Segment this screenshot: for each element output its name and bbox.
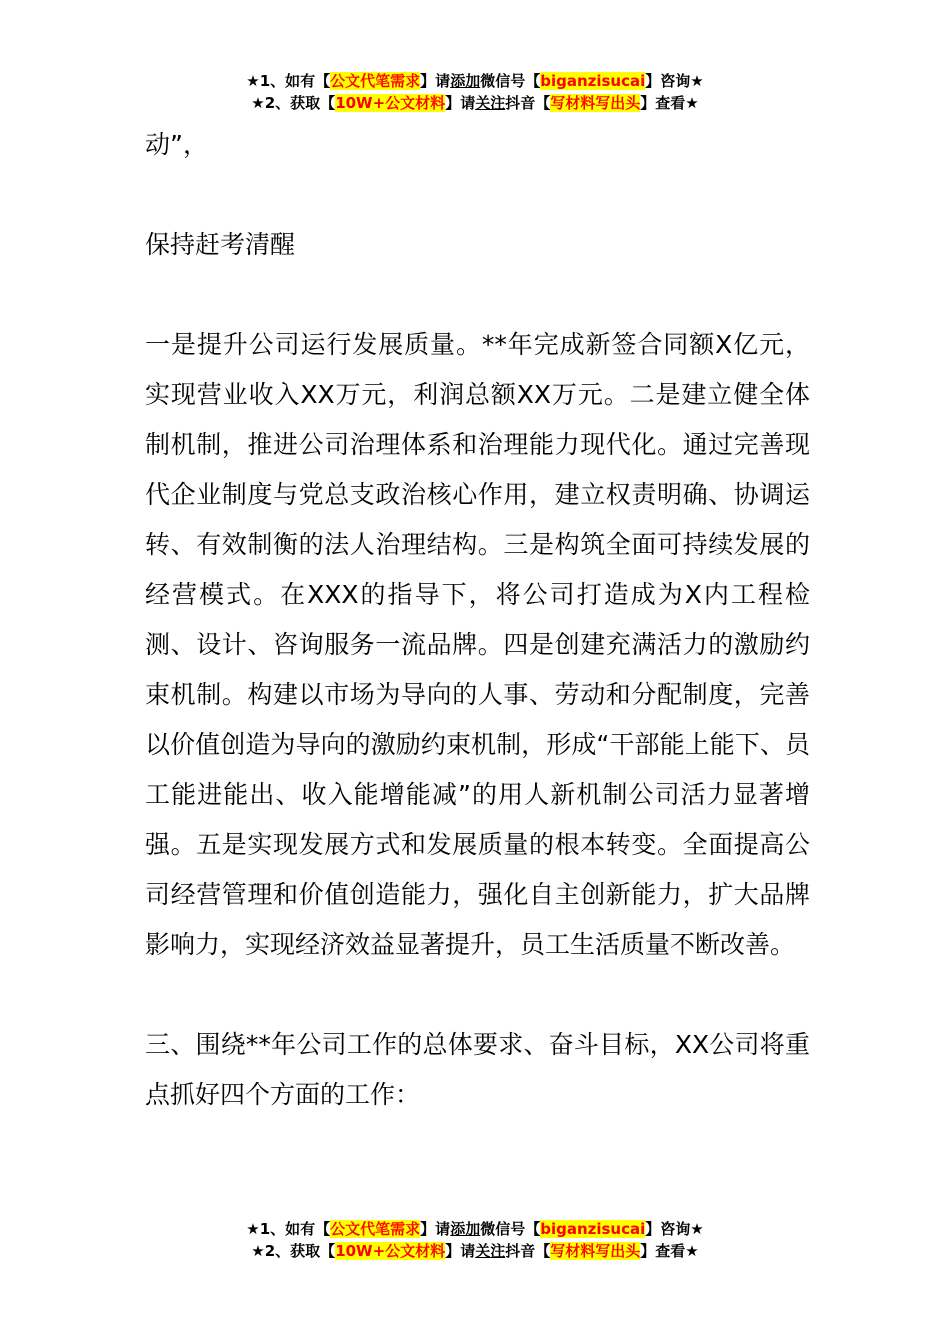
banner-text: 关注	[475, 1242, 506, 1260]
banner-text: 微信号【	[480, 1220, 541, 1238]
paragraph-empty	[145, 270, 810, 320]
banner-line-1	[0, 1218, 950, 1240]
highlight-douyin: 写材料写出头	[550, 94, 641, 112]
highlight-wechat-id: biganzisucai	[540, 1220, 646, 1238]
highlight-materials: 10W+公文材料	[335, 94, 446, 112]
banner-text: 抖音【	[505, 94, 551, 112]
document-body	[145, 120, 810, 1120]
banner-text: 抖音【	[505, 1242, 551, 1260]
banner-text: 添加	[450, 72, 481, 90]
banner-text: ★1、如有【	[246, 72, 331, 90]
banner-text: 微信号【	[480, 72, 541, 90]
banner-text: 关注	[475, 94, 506, 112]
top-banner	[0, 70, 950, 114]
paragraph-empty	[145, 170, 810, 220]
banner-text: 】请	[420, 72, 451, 90]
banner-text: ★2、获取【	[251, 1242, 336, 1260]
paragraph-heading: 保持赶考清醒	[145, 230, 296, 259]
banner-text: 】请	[420, 1220, 451, 1238]
banner-line-2	[0, 1240, 950, 1262]
paragraph-continuation: 动”，	[145, 130, 208, 159]
paragraph-empty	[145, 970, 810, 1020]
banner-line-1	[0, 70, 950, 92]
paragraph-main: 一是提升公司运行发展质量。**年完成新签合同额X亿元，实现营业收入XX万元，利润总额XX万元。二是建立健全体制机制，推进公司治理体系和治理能力现代化。通过完善现代企业制度与党总支政治核心作用，建立权责明确、协调运转、有效制衡的法人治理结构。三是构筑全面可持续发展的经营模式。在XXX的指导下，将公司打造成为X内工程检测、设计、咨询服务一流品牌。四是创建充满活力的激励约束机制。构建以市场为导向的人事、劳动和分配制度，完善以价值创造为导向的激励约束机制，形成“干部能上能下、员工能进能出、收入能增能减”的用人新机制公司活力显著增强。五是实现发展方式和发展质量的根本转变。全面提高公司经营管理和价值创造能力，强化自主创新能力，扩大品牌影响力，实现经济效益显著提升，员工生活质量不断改善。	[145, 330, 810, 959]
banner-line-2	[0, 92, 950, 114]
highlight-service: 公文代笔需求	[330, 72, 421, 90]
banner-text: 】咨询★	[645, 72, 704, 90]
banner-text: 添加	[450, 1220, 481, 1238]
paragraph-section-three: 三、围绕**年公司工作的总体要求、奋斗目标，XX公司将重点抓好四个方面的工作：	[145, 1030, 810, 1109]
banner-text: 】查看★	[640, 1242, 699, 1260]
highlight-materials: 10W+公文材料	[335, 1242, 446, 1260]
banner-text: ★1、如有【	[246, 1220, 331, 1238]
banner-text: 】请	[445, 1242, 476, 1260]
highlight-wechat-id: biganzisucai	[540, 72, 646, 90]
banner-text: ★2、获取【	[251, 94, 336, 112]
banner-text: 】请	[445, 94, 476, 112]
banner-text: 】查看★	[640, 94, 699, 112]
bottom-banner	[0, 1218, 950, 1262]
banner-text: 】咨询★	[645, 1220, 704, 1238]
highlight-douyin: 写材料写出头	[550, 1242, 641, 1260]
highlight-service: 公文代笔需求	[330, 1220, 421, 1238]
